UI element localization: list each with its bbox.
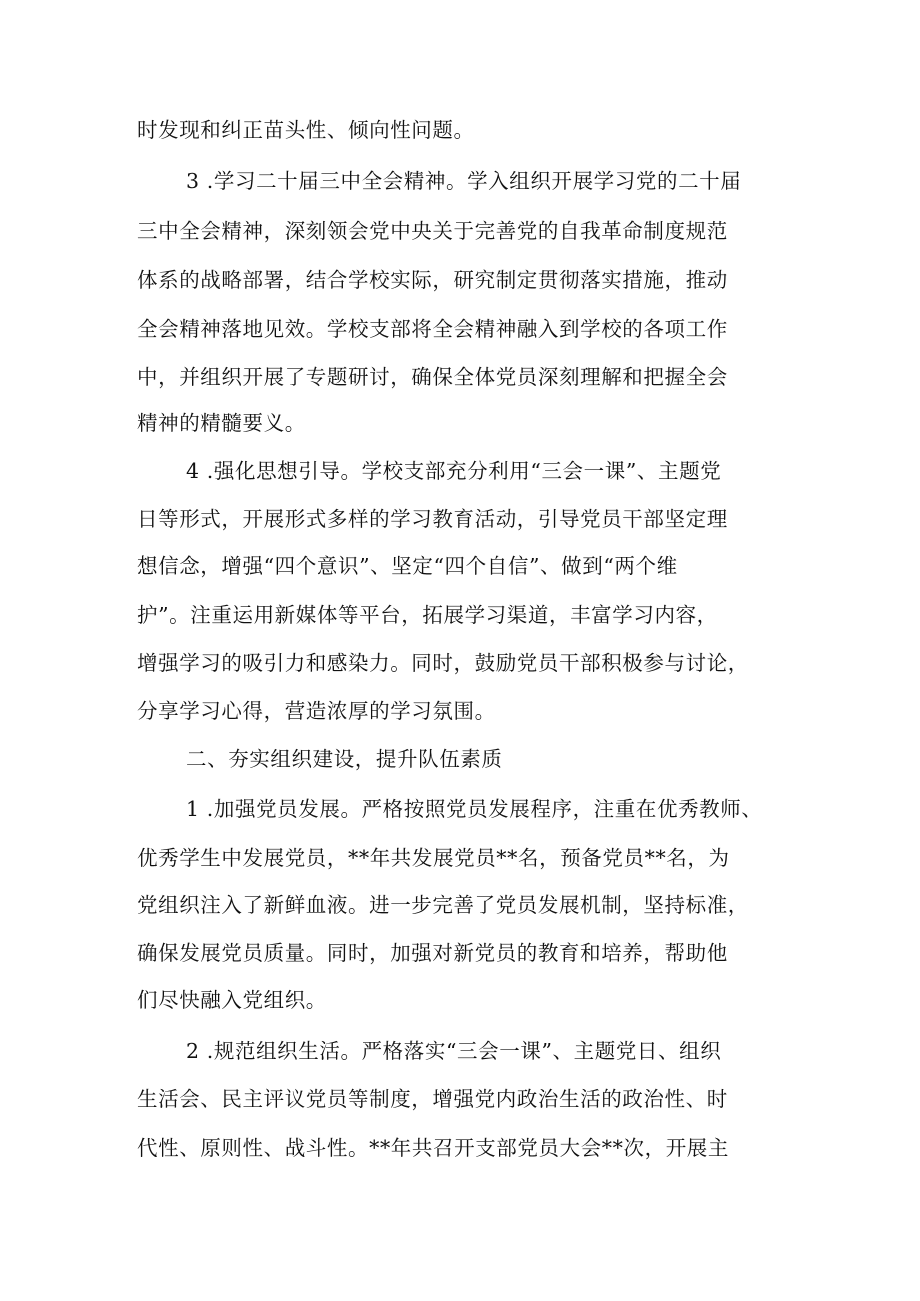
paragraph-line: 2 .规范组织生活。严格落实“三会一课”、主题党日、组织	[186, 1039, 722, 1063]
paragraph-line: 想信念，增强“四个意识”、坚定“四个自信”、做到“两个维	[137, 554, 678, 578]
paragraph-line: 精神的精髓要义。	[137, 411, 306, 435]
paragraph-line: 全会精神落地见效。学校支部将全会精神融入到学校的各项工作	[137, 317, 728, 341]
paragraph-line: 党组织注入了新鲜血液。进一步完善了党员发展机制，坚持标准，	[137, 893, 749, 917]
paragraph-line: 时发现和纠正苗头性、倾向性问题。	[137, 118, 475, 142]
paragraph-line: 3 .学习二十届三中全会精神。学入组织开展学习党的二十届	[186, 169, 742, 193]
paragraph-line: 4 .强化思想引导。学校支部充分利用“三会一课”、主题党	[186, 459, 722, 483]
paragraph-line: 护”。注重运用新媒体等平台，拓展学习渠道，丰富学习内容，	[137, 603, 718, 627]
section-heading: 二、夯实组织建设，提升队伍素质	[186, 747, 503, 771]
paragraph-line: 中，并组织开展了专题研讨，确保全体党员深刻理解和把握全会	[137, 365, 728, 389]
paragraph-line: 确保发展党员质量。同时，加强对新党员的教育和培养，帮助他	[137, 941, 728, 965]
paragraph-line: 优秀学生中发展党员，**年共发展党员**名，预备党员**名，为	[137, 846, 730, 870]
paragraph-line: 增强学习的吸引力和感染力。同时，鼓励党员干部积极参与讨论，	[137, 651, 749, 675]
paragraph-line: 代性、原则性、战斗性。**年共召开支部党员大会**次，开展主	[137, 1136, 729, 1160]
paragraph-line: 们尽快融入党组织。	[137, 988, 327, 1012]
paragraph-line: 分享学习心得，营造浓厚的学习氛围。	[137, 699, 496, 723]
paragraph-line: 1 .加强党员发展。严格按照党员发展程序，注重在优秀教师、	[186, 797, 763, 821]
paragraph-line: 三中全会精神，深刻领会党中央关于完善党的自我革命制度规范	[137, 219, 728, 243]
paragraph-line: 生活会、民主评议党员等制度，增强党内政治生活的政治性、时	[137, 1087, 728, 1111]
paragraph-line: 体系的战略部署，结合学校实际，研究制定贯彻落实措施，推动	[137, 268, 728, 292]
paragraph-line: 日等形式，开展形式多样的学习教育活动，引导党员干部坚定理	[137, 507, 728, 531]
